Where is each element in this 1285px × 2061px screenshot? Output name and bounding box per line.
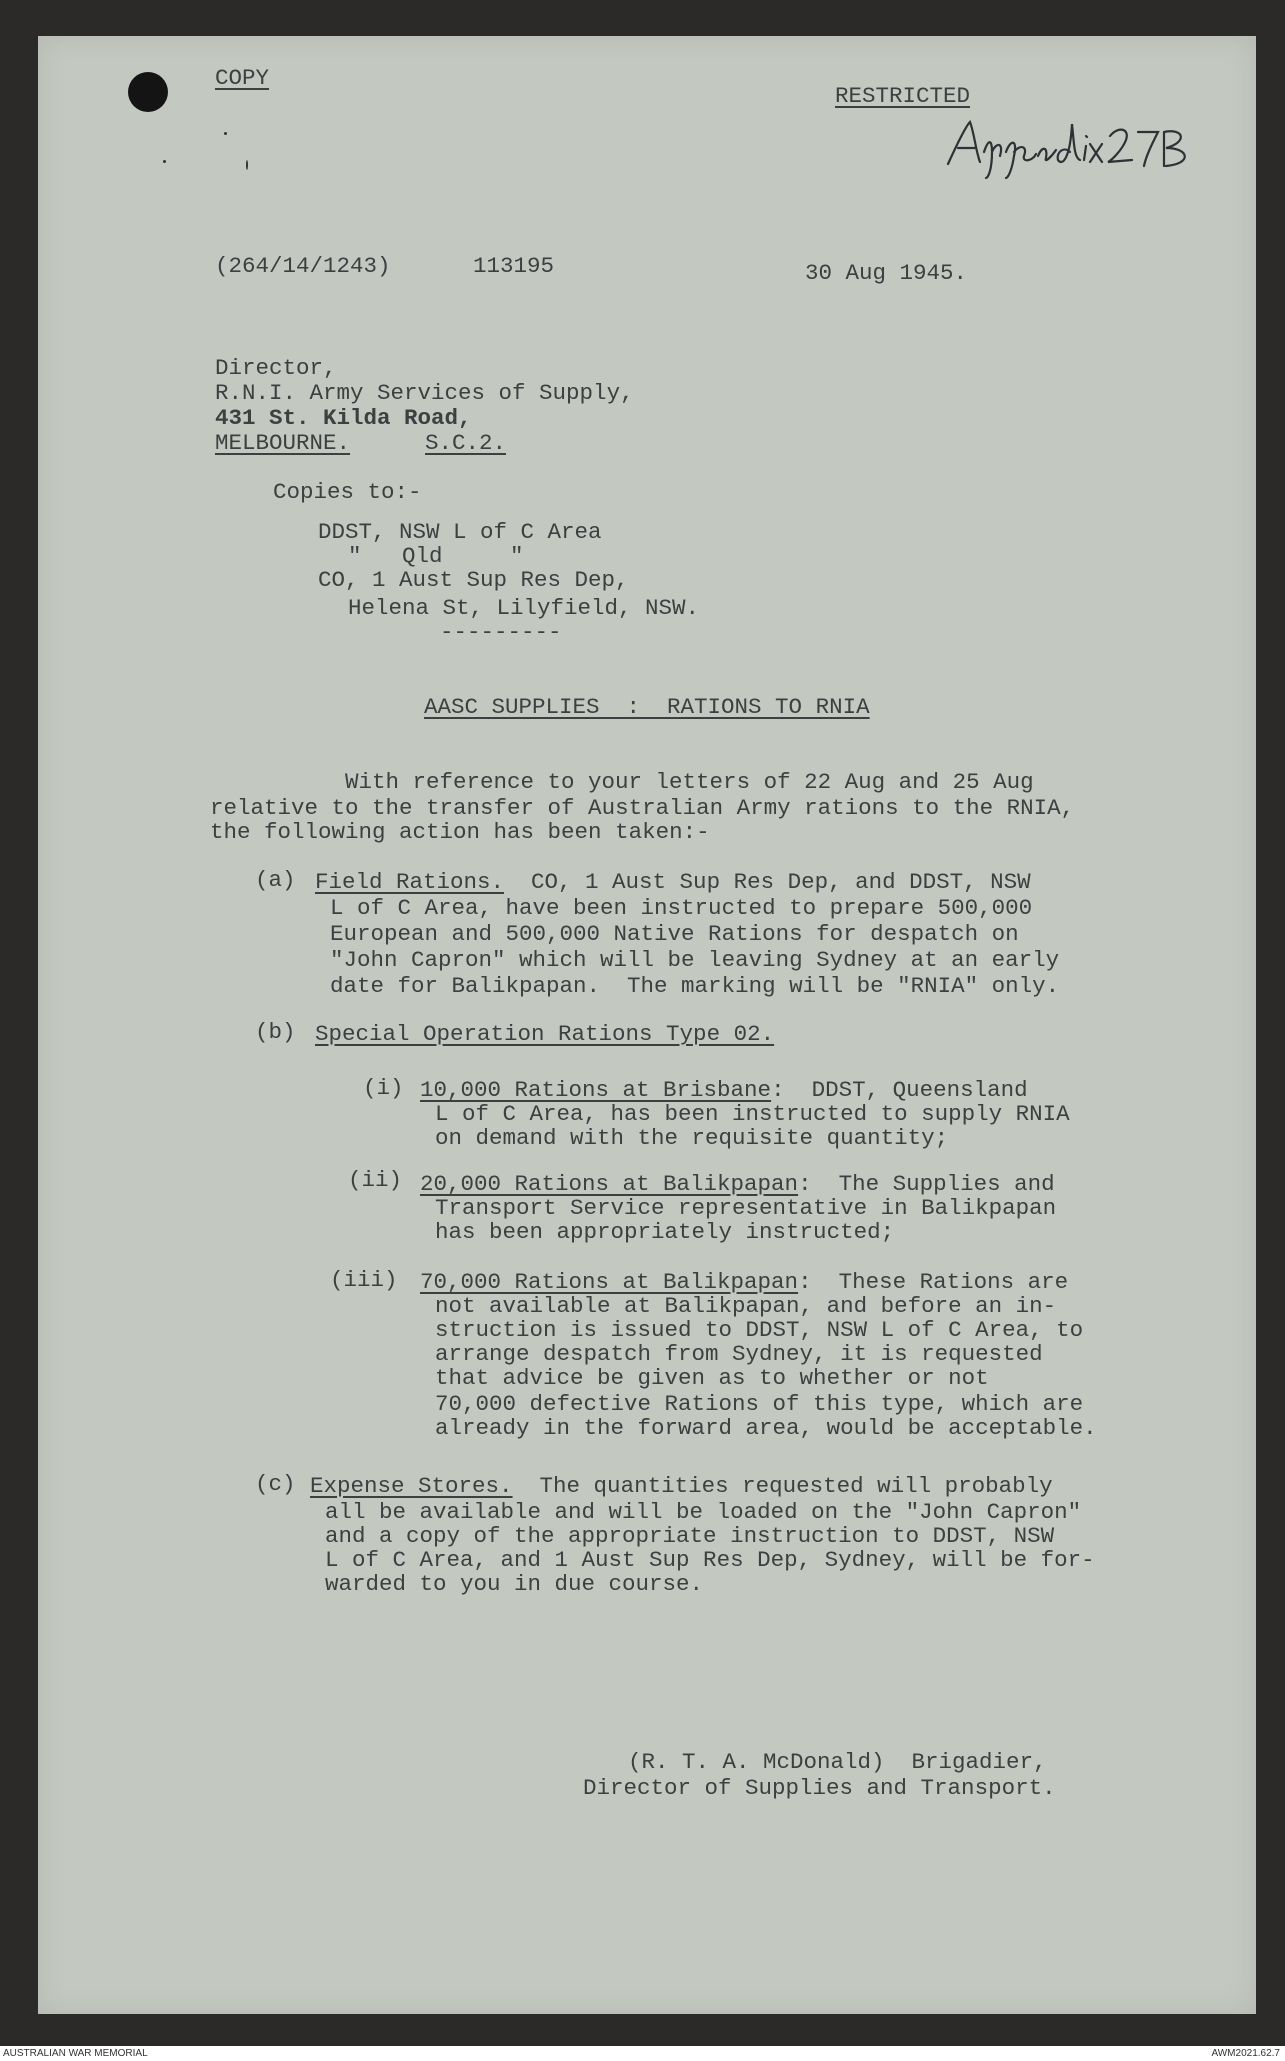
para-a-line: European and 500,000 Native Rations for despatch on	[330, 921, 1019, 947]
copies-line: CO, 1 Aust Sup Res Dep,	[318, 567, 629, 593]
item-ii-marker: (ii)	[348, 1167, 403, 1193]
item-iii-line: not available at Balikpapan, and before an in-	[435, 1293, 1057, 1319]
item-i-line: L of C Area, has been instructed to supply RNIA	[435, 1101, 1070, 1127]
archive-reference: AWM2021.62.7	[1211, 2048, 1280, 2059]
item-i-line	[420, 1078, 1028, 1102]
copies-rule: ---------	[440, 619, 562, 645]
para-c-first: The quantities requested will probably	[512, 1473, 1053, 1499]
item-i-marker: (i)	[363, 1075, 404, 1101]
item-i-heading: 10,000 Rations at Brisbane	[420, 1077, 772, 1103]
item-ii-first: : The Supplies and	[798, 1171, 1055, 1197]
copy-label: COPY	[215, 65, 270, 91]
item-iii-line: that advice be given as to whether or not	[435, 1365, 989, 1391]
item-iii-heading: 70,000 Rations at Balikpapan	[420, 1269, 799, 1295]
letter-date: 30 Aug 1945.	[805, 260, 968, 286]
para-a-line: date for Balikpapan. The marking will be "RNIA" only.	[330, 973, 1060, 999]
handwritten-annotation	[940, 112, 1200, 184]
signatory-title: Director of Supplies and Transport.	[583, 1775, 1056, 1801]
subject-heading: AASC SUPPLIES : RATIONS TO RNIA	[424, 694, 870, 720]
copies-label: Copies to:-	[273, 479, 422, 505]
restricted-label: RESTRICTED	[835, 83, 971, 109]
para-a-first: CO, 1 Aust Sup Res Dep, and DDST, NSW	[504, 869, 1031, 895]
intro-line: relative to the transfer of Australian Army rations to the RNIA,	[210, 795, 1075, 821]
para-a-line	[315, 870, 1031, 894]
para-a-line: "John Capron" which will be leaving Sydney at an early	[330, 947, 1060, 973]
intro-line: the following action has been taken:-	[210, 819, 710, 845]
item-iii-marker: (iii)	[330, 1267, 398, 1293]
signatory-name: (R. T. A. McDonald) Brigadier,	[628, 1749, 1047, 1775]
copies-line: " Qld "	[348, 543, 524, 569]
para-c-heading: Expense Stores.	[310, 1473, 513, 1499]
item-iii-line: 70,000 defective Rations of this type, which are	[435, 1391, 1084, 1417]
intro-line: With reference to your letters of 22 Aug and 25 Aug	[345, 769, 1034, 795]
punch-hole	[128, 72, 168, 112]
para-c-marker: (c)	[255, 1471, 296, 1497]
item-ii-line	[420, 1172, 1055, 1196]
paper-speck	[224, 132, 227, 135]
archive-footer	[0, 2046, 1285, 2061]
reference-number: 113195	[473, 253, 555, 279]
file-reference: (264/14/1243)	[215, 253, 391, 279]
item-ii-line: Transport Service representative in Balikpapan	[435, 1195, 1057, 1221]
addressee-line: 431 St. Kilda Road,	[215, 405, 472, 431]
item-ii-line: has been appropriately instructed;	[435, 1219, 895, 1245]
addressee-city: MELBOURNE.	[215, 430, 351, 456]
para-c-line: warded to you in due course.	[325, 1571, 704, 1597]
addressee-line: Director,	[215, 355, 337, 381]
item-i-first: : DDST, Queensland	[771, 1077, 1028, 1103]
item-iii-line: already in the forward area, would be acceptable.	[435, 1415, 1097, 1441]
para-c-line	[310, 1474, 1053, 1498]
para-c-line: and a copy of the appropriate instruction to DDST, NSW	[325, 1523, 1055, 1549]
item-iii-line: arrange despatch from Sydney, it is requested	[435, 1341, 1043, 1367]
item-iii-first: : These Rations are	[798, 1269, 1069, 1295]
para-a-marker: (a)	[255, 867, 296, 893]
para-b-heading: Special Operation Rations Type 02.	[315, 1021, 775, 1047]
paper-speck	[246, 160, 248, 170]
item-i-line: on demand with the requisite quantity;	[435, 1125, 949, 1151]
para-a-heading: Field Rations.	[315, 869, 505, 895]
addressee-line: R.N.I. Army Services of Supply,	[215, 380, 634, 406]
item-iii-line	[420, 1270, 1068, 1294]
para-c-line: all be available and will be loaded on the "John Capron"	[325, 1499, 1082, 1525]
para-c-line: L of C Area, and 1 Aust Sup Res Dep, Sydney, will be for-	[325, 1547, 1095, 1573]
item-iii-line: struction is issued to DDST, NSW L of C Area, to	[435, 1317, 1084, 1343]
paper-speck	[163, 160, 166, 163]
para-a-line: L of C Area, have been instructed to prepare 500,000	[330, 895, 1033, 921]
copies-line: DDST, NSW L of C Area	[318, 519, 602, 545]
para-b-marker: (b)	[255, 1019, 296, 1045]
item-ii-heading: 20,000 Rations at Balikpapan	[420, 1171, 799, 1197]
addressee-postcode: S.C.2.	[425, 430, 507, 456]
archive-name: AUSTRALIAN WAR MEMORIAL	[3, 2048, 148, 2059]
copies-line: Helena St, Lilyfield, NSW.	[348, 595, 700, 621]
